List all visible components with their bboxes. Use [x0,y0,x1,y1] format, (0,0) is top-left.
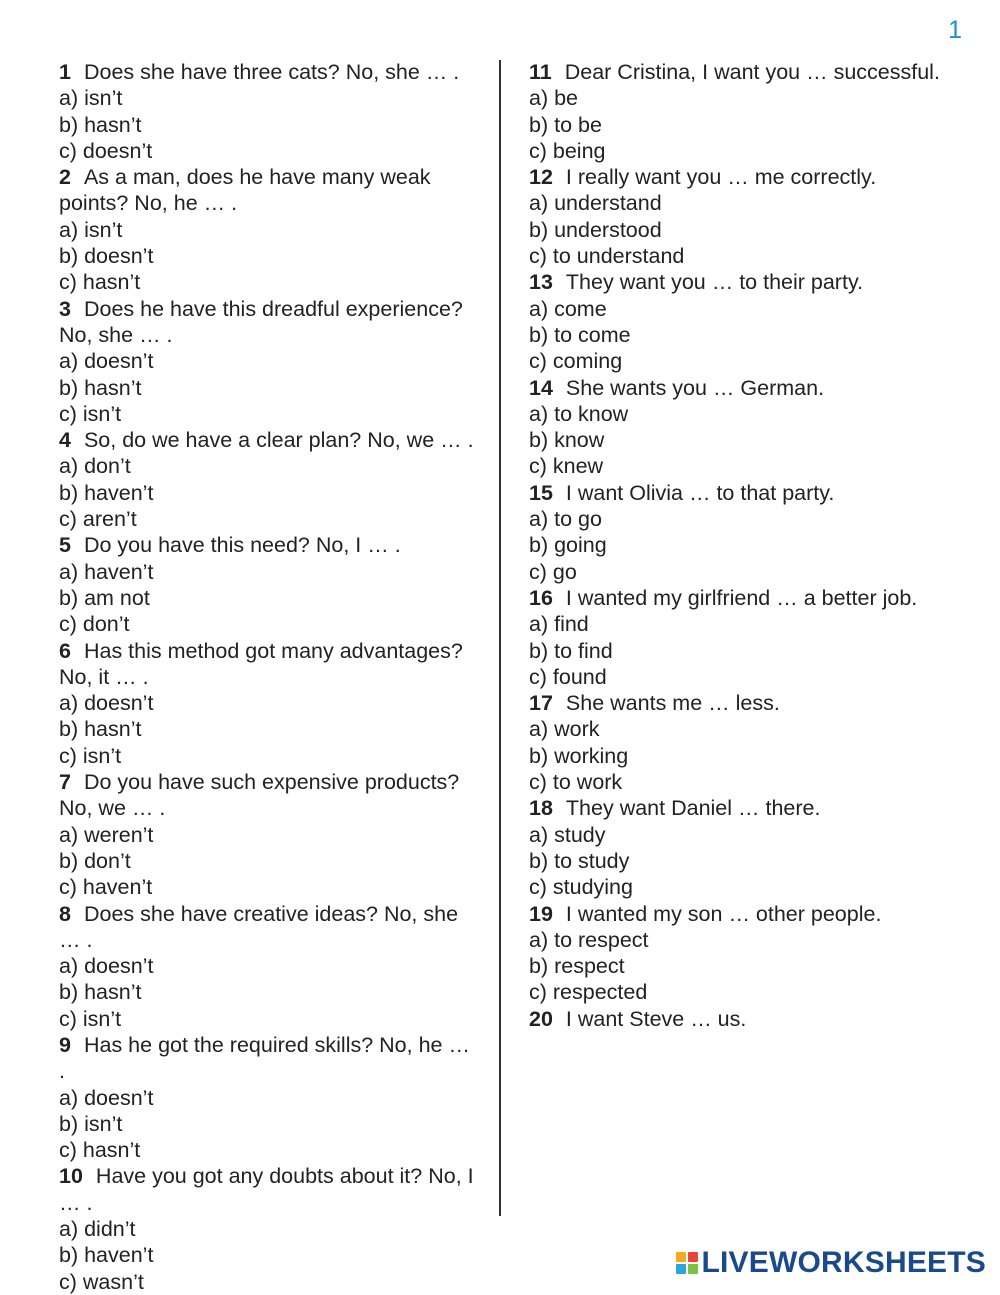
question-block [529,164,949,269]
answer-option: c) being [529,138,606,163]
answer-option: a) isn’t [59,86,123,111]
question-text [59,164,479,217]
question-prompt: Does she have creative ideas? No, she … . [59,901,459,952]
answer-option: b) know [529,428,605,453]
question-prompt: She wants me … less. [565,691,780,716]
question-block [529,269,949,374]
question-text [59,59,479,85]
question-block [529,901,949,1006]
answer-option: a) weren’t [59,822,154,847]
question-number: 5 [59,533,71,558]
question-block [529,1006,949,1032]
question-prompt: I really want you … me correctly. [565,165,877,190]
question-prompt: They want Daniel … there. [565,796,821,821]
answer-option: c) coming [529,349,623,374]
answer-option: c) found [529,664,607,689]
answer-option: a) didn’t [59,1217,136,1242]
answer-option: b) hasn’t [59,980,142,1005]
question-block [529,480,949,585]
question-number: 8 [59,901,71,926]
answer-option: b) to find [529,638,613,663]
right-column [529,59,949,1032]
question-number: 20 [529,1006,553,1031]
question-text [529,795,949,821]
question-number: 13 [529,270,553,295]
answer-option: c) respected [529,980,648,1005]
left-column [59,59,479,1295]
question-prompt: I wanted my girlfriend … a better job. [565,585,918,610]
answer-option: a) doesn’t [59,954,154,979]
question-number: 19 [529,901,553,926]
question-text [59,427,479,453]
answer-option: c) to work [529,770,623,795]
answer-option: a) to know [529,401,629,426]
liveworksheets-logo [676,1246,987,1280]
answer-option: b) isn’t [59,1111,123,1136]
answer-option: b) working [529,743,629,768]
answer-option: a) don’t [59,454,131,479]
answer-option: c) to understand [529,244,685,269]
question-text [529,690,949,716]
question-text [59,296,479,349]
question-prompt: Has he got the required skills? No, he … . [59,1032,470,1084]
question-block [529,585,949,690]
answer-option: c) haven’t [59,875,153,900]
question-text [59,1032,479,1085]
question-prompt: Has this method got many advantages? No, it … . [59,638,463,689]
question-text [59,532,479,558]
question-text [529,375,949,401]
question-prompt: Does she have three cats? No, she … . [83,60,460,84]
question-block [529,795,949,900]
answer-option: a) doesn’t [59,349,154,374]
answer-option: a) come [529,296,607,321]
question-text [529,164,949,190]
answer-option: c) go [529,559,577,584]
answer-option: a) doesn’t [59,1085,154,1110]
question-number: 11 [529,60,552,84]
answer-option: c) doesn’t [59,138,153,163]
question-block [529,59,949,164]
answer-option: b) to be [529,112,602,137]
answer-option: a) doesn’t [59,691,154,716]
answer-option: b) to come [529,322,631,347]
question-block [59,901,479,1032]
answer-option: c) isn’t [59,1006,122,1031]
question-block [529,690,949,795]
answer-option: a) haven’t [59,559,154,584]
question-number: 16 [529,585,553,610]
column-divider [499,60,501,1216]
question-text [59,901,479,954]
answer-option: a) study [529,822,606,847]
question-text [59,638,479,691]
answer-option: c) isn’t [59,743,122,768]
question-text [529,480,949,506]
page-number: 1 [948,16,962,44]
answer-option: a) understand [529,191,662,216]
question-prompt: Does he have this dreadful experience? No, she … . [59,296,463,347]
question-text [59,1163,479,1216]
question-text [529,269,949,295]
question-number: 7 [59,770,71,795]
answer-option: b) to study [529,848,630,873]
question-prompt: She wants you … German. [565,375,825,400]
answer-option: c) wasn’t [59,1269,144,1294]
question-number: 1 [59,60,71,84]
logo-square [688,1252,698,1262]
question-block [59,1163,479,1294]
question-number: 2 [59,165,71,190]
logo-square [676,1252,686,1262]
answer-option: b) haven’t [59,480,154,505]
question-number: 6 [59,638,71,663]
answer-option: c) hasn’t [59,270,141,295]
answer-option: a) work [529,717,600,742]
question-number: 3 [59,296,71,321]
answer-option: b) hasn’t [59,375,142,400]
answer-option: a) isn’t [59,217,123,242]
answer-option: a) to go [529,507,602,532]
answer-option: b) am not [59,585,150,610]
question-text [529,901,949,927]
answer-option: b) respect [529,954,625,979]
question-text [529,1006,949,1032]
answer-option: b) hasn’t [59,112,142,137]
question-number: 15 [529,480,553,505]
question-block [59,769,479,900]
question-block [59,59,479,164]
question-number: 17 [529,691,553,716]
question-prompt: Do you have such expensive products? No, we … . [59,770,460,821]
question-block [59,638,479,769]
question-text [529,585,949,611]
question-prompt: As a man, does he have many weak points? No, he … . [59,165,431,216]
answer-option: b) understood [529,217,662,242]
question-text [59,769,479,822]
question-prompt: Dear Cristina, I want you … successful. [564,60,940,84]
answer-option: c) studying [529,875,633,900]
question-prompt: Have you got any doubts about it? No, I … . [59,1164,474,1215]
question-number: 14 [529,375,553,400]
question-number: 9 [59,1032,71,1057]
question-prompt: I want Steve … us. [565,1006,747,1031]
logo-square [688,1264,698,1274]
question-block [59,296,479,427]
question-block [59,532,479,637]
answer-option: a) be [529,86,579,111]
answer-option: a) find [529,612,589,637]
answer-option: c) don’t [59,612,130,637]
question-block [59,1032,479,1163]
answer-option: b) haven’t [59,1243,154,1268]
question-block [59,164,479,295]
answer-option: b) don’t [59,848,131,873]
question-text [529,59,949,85]
question-number: 12 [529,165,553,190]
answer-option: c) knew [529,454,604,479]
question-block [529,375,949,480]
question-number: 10 [59,1164,83,1189]
question-prompt: They want you … to their party. [565,270,864,295]
answer-option: b) hasn’t [59,717,142,742]
answer-option: c) isn’t [59,401,122,426]
question-prompt: I want Olivia … to that party. [565,480,835,505]
logo-mark-icon [676,1252,698,1274]
question-prompt: I wanted my son … other people. [565,901,882,926]
question-prompt: Do you have this need? No, I … . [83,533,401,558]
answer-option: b) doesn’t [59,244,154,269]
question-number: 4 [59,428,71,453]
logo-square [676,1264,686,1274]
question-number: 18 [529,796,553,821]
answer-option: c) aren’t [59,507,137,532]
logo-text: LIVEWORKSHEETS [701,1246,986,1279]
question-block [59,427,479,532]
answer-option: a) to respect [529,927,649,952]
answer-option: c) hasn’t [59,1138,141,1163]
answer-option: b) going [529,533,607,558]
question-prompt: So, do we have a clear plan? No, we … . [83,428,474,453]
